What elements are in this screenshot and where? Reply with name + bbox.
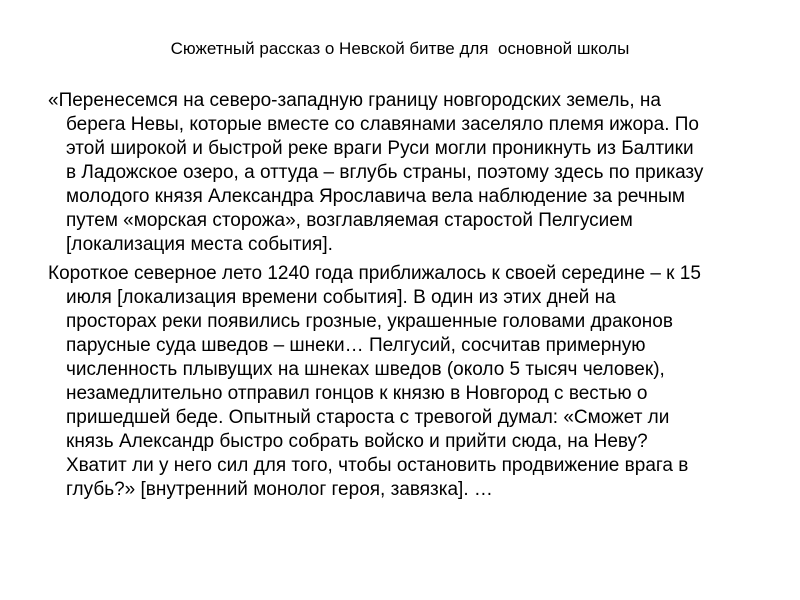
text-line: незамедлительно отправил гонцов к князю в Новгород с вестью о — [66, 383, 648, 404]
text-line: Хватит ли у него сил для того, чтобы остановить продвижение врага в — [66, 455, 689, 476]
text-line: этой широкой и быстрой реке враги Руси могли проникнуть из Балтики — [66, 138, 694, 159]
text-line: Короткое северное лето 1240 года приближалось к своей середине – к 15 — [48, 263, 701, 284]
text-line: князь Александр быстро собрать войско и прийти сюда, на Неву? — [66, 431, 648, 452]
paragraph-time — [48, 262, 764, 502]
text-line: в Ладожское озеро, а оттуда – вглубь страны, поэтому здесь по приказу — [66, 162, 704, 183]
text-line: глубь?» [внутренний монолог героя, завязка]. … — [66, 479, 493, 500]
text-line: путем «морская сторожа», возглавляемая старостой Пелгусием — [66, 210, 633, 231]
text-line: численность плывущих на шнеках шведов (около 5 тысяч человек), — [66, 359, 665, 380]
text-line: «Перенесемся на северо-западную границу новгородских земель, на — [48, 90, 661, 111]
text-line: парусные суда шведов – шнеки… Пелгусий, сосчитав примерную — [66, 335, 646, 356]
text-line: просторах реки появились грозные, украшенные головами драконов — [66, 311, 673, 332]
paragraph-location — [48, 89, 764, 257]
text-line: берега Невы, которые вместе со славянами заселяло племя ижора. По — [66, 114, 699, 135]
text-line: июля [локализация времени события]. В один из этих дней на — [66, 287, 616, 308]
text-line: [локализация места события]. — [66, 234, 333, 255]
text-line: молодого князя Александра Ярославича вела наблюдение за речным — [66, 186, 685, 207]
text-line: пришедшей беде. Опытный староста с тревогой думал: «Сможет ли — [66, 407, 670, 428]
slide-title: Сюжетный рассказ о Невской битве для основной школы — [170, 39, 630, 58]
